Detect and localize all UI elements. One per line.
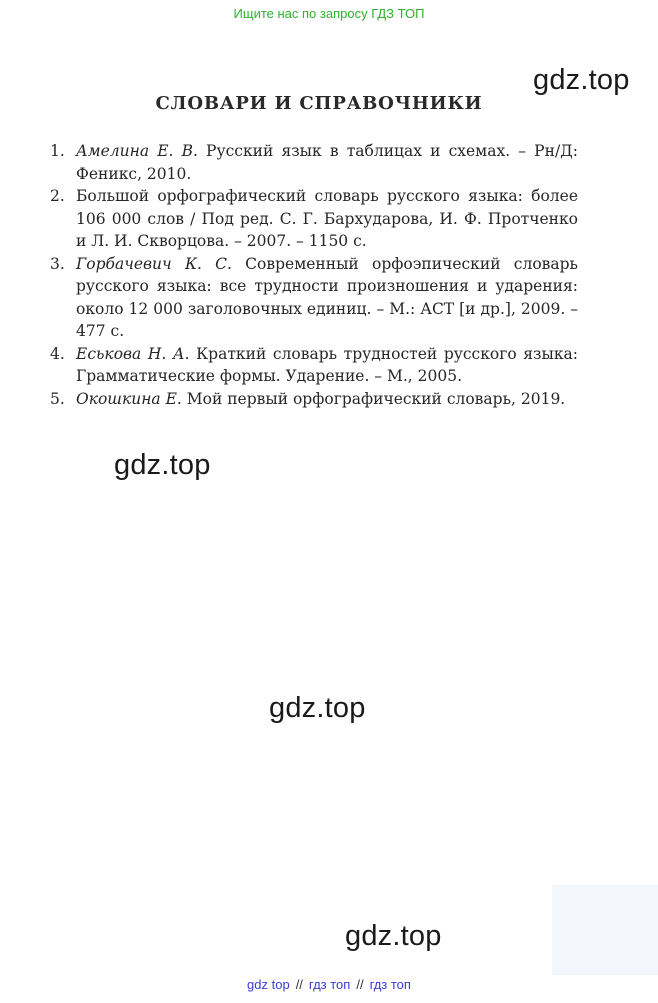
footer-link[interactable]: гдз топ (369, 977, 411, 992)
item-number: 3. (50, 254, 65, 273)
bibliography-item (50, 185, 578, 253)
footer-links (0, 977, 658, 992)
item-text: Современный орфоэпический словарь русского языка: все трудности произношения и ударения: около 12 000 заголовочных единиц. – М.: АСТ [и др.], 2009. – 477 с. (76, 254, 578, 340)
bibliography-item (50, 253, 578, 343)
bibliography-item (50, 343, 578, 388)
item-author: Еськова Н. А. (76, 344, 190, 363)
item-author: Горбачевич К. С. (76, 254, 232, 273)
section-heading: СЛОВАРИ И СПРАВОЧНИКИ (155, 93, 483, 114)
item-number: 1. (50, 142, 65, 160)
item-text: Краткий словарь трудностей русского языка: Грамматические формы. Ударение. – М., 2005. (76, 344, 579, 385)
footer-separator: // (356, 977, 364, 992)
watermark: gdz.top (269, 692, 366, 724)
item-number: 5. (50, 389, 65, 408)
watermark: gdz.top (345, 920, 442, 952)
item-text: Мой первый орфографический словарь, 2019. (181, 389, 566, 408)
footer-link[interactable]: гдз топ (308, 977, 351, 992)
bibliography-item (50, 388, 578, 411)
item-number: 2. (50, 187, 65, 205)
footer-separator: // (295, 977, 303, 992)
search-banner: Ищите нас по запросу ГДЗ ТОП (233, 6, 425, 21)
footer-link[interactable]: gdz top (247, 977, 290, 992)
item-author: Амелина Е. В. (76, 142, 198, 160)
bibliography-list (50, 140, 578, 410)
item-author: Окошкина Е. (76, 389, 182, 408)
corner-tile (552, 885, 658, 975)
bibliography-item (50, 140, 578, 185)
item-text: Большой орфографический словарь русского языка: более 106 000 слов / Под ред. С. Г. Бархударова, И. Ф. Протченко и Л. И. Скворцова. – 2007. – 1150 с. (76, 187, 578, 250)
item-number: 4. (50, 344, 65, 363)
watermark: gdz.top (533, 64, 630, 96)
item-text: Русский язык в таблицах и схемах. – Рн/Д: Феникс, 2010. (76, 142, 578, 183)
watermark: gdz.top (114, 449, 211, 481)
